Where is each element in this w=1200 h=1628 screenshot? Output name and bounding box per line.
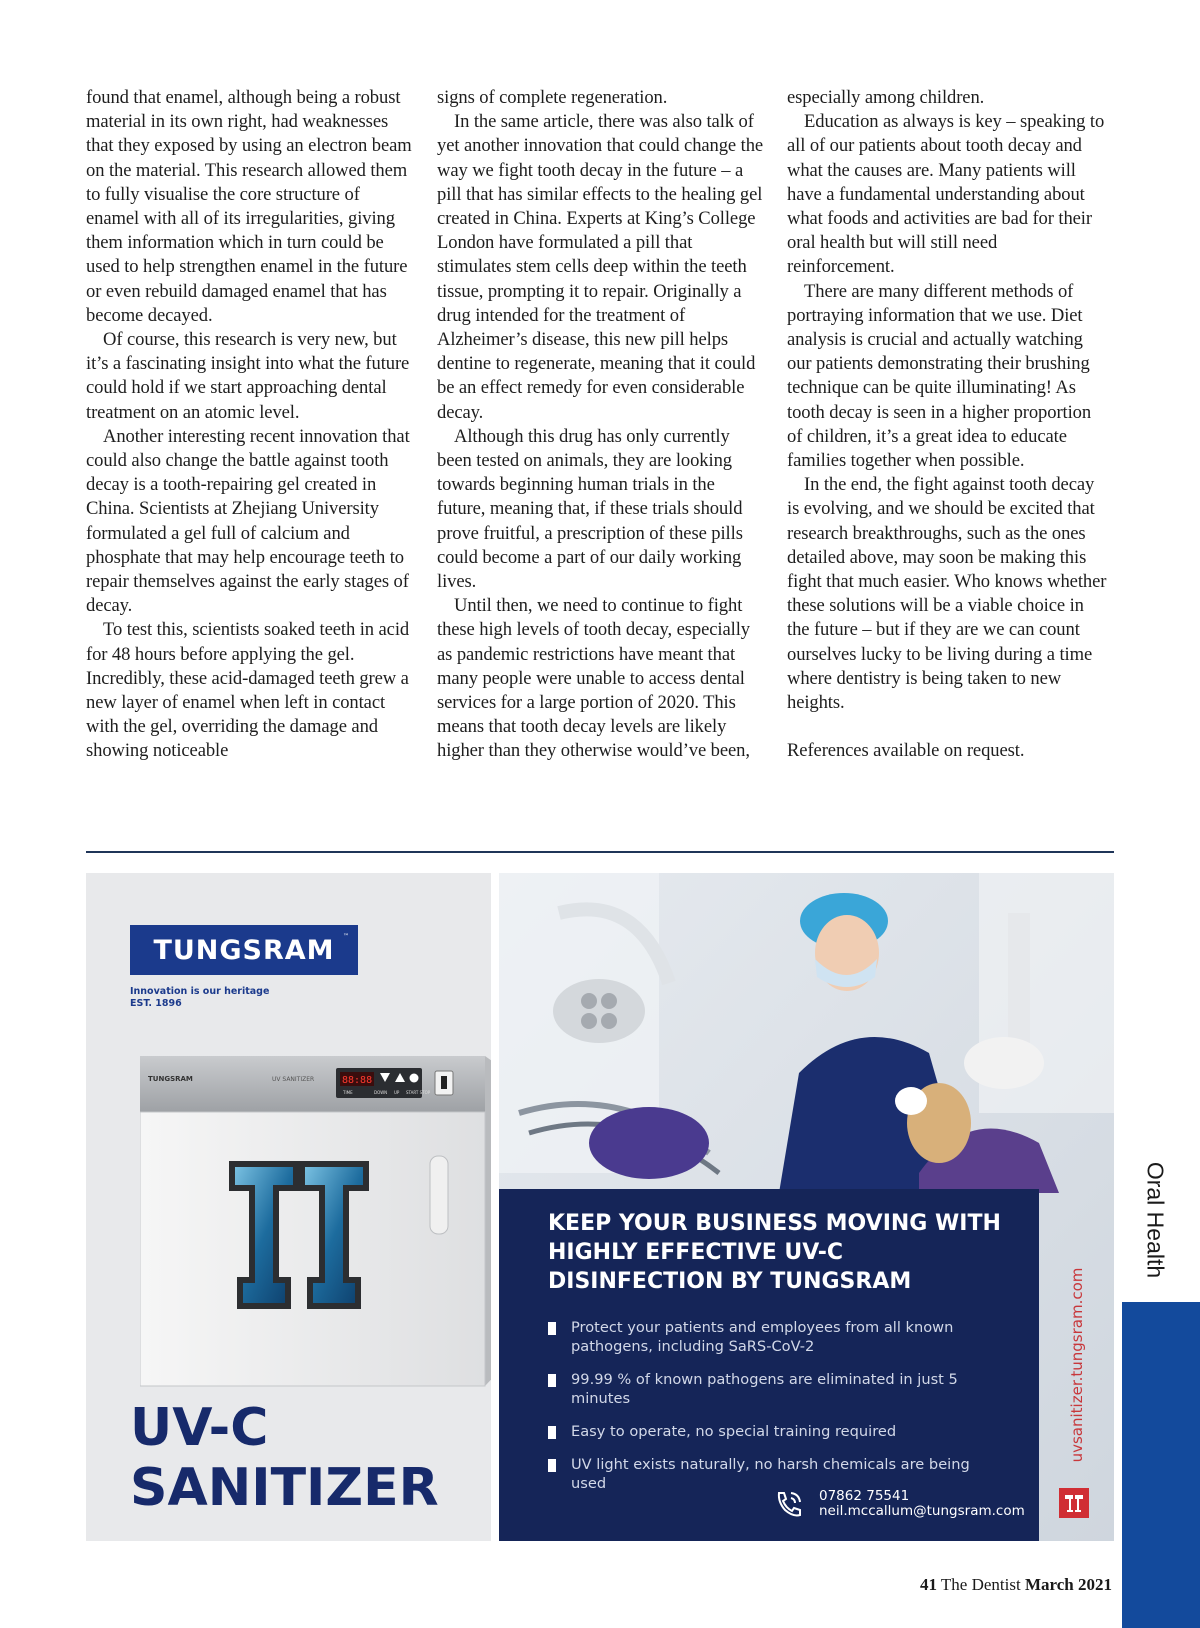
article-column-2	[437, 86, 767, 764]
contact-block	[773, 1489, 1025, 1519]
product-title	[130, 1398, 439, 1518]
paragraph: In the same article, there was also talk of yet another innovation that could change the way we fight tooth decay in the future – a pill that has similar effects to the healing gel created in China. Experts at King’s College London have formulated a pill that stimulates stem cells deep within the teeth tissue, prompting it to repair. Originally a drug intended for the treatment of Alzheimer’s disease, this new pill helps dentine to regenerate, meaning that it could be an effect remedy for even considerable decay.	[437, 111, 764, 423]
paragraph: signs of complete regeneration.	[437, 87, 668, 108]
benefit-item: 99.99 % of known pathogens are eliminated in just 5 minutes	[548, 1370, 1009, 1408]
article-column-1	[86, 86, 416, 764]
article-column-3	[787, 86, 1107, 763]
benefit-list	[548, 1318, 1009, 1493]
phone-icon	[773, 1489, 805, 1519]
tungsram-logo	[130, 925, 358, 975]
device-button-label: DOWN	[374, 1090, 388, 1095]
references-note: References available on request.	[787, 740, 1025, 762]
contact-phone[interactable]: 07862 75541	[819, 1488, 910, 1504]
section-divider	[86, 851, 1114, 853]
ad-photo-panel	[499, 873, 1114, 1541]
ad-message-panel	[499, 1189, 1039, 1541]
paragraph: found that enamel, although being a robust material in its own right, had weaknesses that they exposed by using an electron beam on the material. This research allowed them to fully visualise the core structure of enamel with all of its irregularities, giving them information which in turn could be used to help strengthen enamel in the future or even rebuild damaged enamel that has become decayed.	[86, 87, 412, 326]
paragraph: Another interesting recent innovation that could also change the battle against tooth decay is a tooth-repairing gel created in China. Scientists at Zhejiang University formulated a gel full of calcium and phosphate that may help encourage teeth to repair themselves against the early stages of decay.	[86, 425, 410, 617]
brand-name: TUNGSRAM	[153, 934, 335, 966]
publication-name: The Dentist	[940, 1575, 1021, 1594]
paragraph: Although this drug has only currently been tested on animals, they are looking towards beginning human trials in the future, meaning that, if these trials should prove fruitful, a prescription of these pills could become a part of our daily working lives.	[437, 425, 743, 593]
paragraph: To test this, scientists soaked teeth in acid for 48 hours before applying the gel. Incredibly, these acid-damaged teeth grew a new layer of enamel when left in contact with the gel, overriding the damage and showing noticeable	[86, 619, 410, 762]
website-link[interactable]: uvsanitizer.tungsram.com	[1068, 1267, 1086, 1463]
section-name: Oral Health	[1142, 1161, 1169, 1279]
paragraph: Education as always is key – speaking to all of our patients about tooth decay and what the causes are. Many patients will have a fundamental understanding about what foods and activities are bad for their oral health but will still need reinforcement.	[787, 111, 1105, 278]
ad-headline: KEEP YOUR BUSINESS MOVING WITH HIGHLY EFFECTIVE UV-C DISINFECTION BY TUNGSRAM	[548, 1211, 1001, 1294]
benefit-item: UV light exists naturally, no harsh chemicals are being used	[548, 1455, 1009, 1493]
product-title-line-2: SANITIZER	[130, 1458, 439, 1518]
section-label	[1125, 1150, 1185, 1290]
paragraph: There are many different methods of portraying information that we use. Diet analysis is crucial and actually watching our patients demonstrating their brushing technique can be quite illuminating! As tooth decay is seen in a higher proportion of children, it’s a great idea to educate families together when possible.	[787, 280, 1092, 472]
brand-tagline	[130, 986, 269, 1010]
paragraph: In the end, the fight against tooth decay is evolving, and we should be excited that research breakthroughs, such as the ones detailed above, may soon be making this fight that much easier. Who knows whether these solutions will be a viable choice in the future – but if they are we can count ourselves lucky to be living during a time where dentistry is being taken to new heights.	[787, 474, 1107, 714]
tagline-text: Innovation is our heritage	[130, 986, 270, 997]
paragraph: Of course, this research is very new, but it’s a fascinating insight into what the future could hold if we start approaching dental treatment on an atomic level.	[86, 329, 410, 423]
benefit-item: Easy to operate, no special training required	[548, 1422, 1009, 1441]
ad-product-panel	[86, 873, 491, 1541]
device-button-label: UP	[394, 1090, 400, 1095]
trademark-mark: ™	[343, 933, 350, 940]
paragraph: Until then, we need to continue to fight these high levels of tooth decay, especially as pandemic restrictions have meant that many people were unable to access dental services for a large portion of 2020. This means that tooth decay levels are likely higher than they otherwise would’ve been,	[437, 595, 750, 762]
section-tab	[1122, 1302, 1200, 1628]
established-year: EST. 1896	[130, 998, 182, 1009]
page-number: 41	[919, 1575, 937, 1594]
benefit-item: Protect your patients and employees from all known pathogens, including SaRS-CoV-2	[548, 1318, 1009, 1356]
issue-date: March 2021	[1024, 1575, 1112, 1594]
contact-email[interactable]: neil.mccallum@tungsram.com	[819, 1503, 1025, 1519]
start-button-icon	[410, 1074, 419, 1083]
paragraph: especially among children.	[787, 87, 985, 108]
device-model-label: UV SANITIZER	[272, 1076, 315, 1083]
device-brand-label: TUNGSRAM	[148, 1075, 193, 1083]
device-timer-display: 88:88	[342, 1075, 373, 1086]
website-vertical	[1057, 1255, 1097, 1475]
uv-sanitizer-device-image	[140, 1056, 491, 1408]
device-button-label: START STOP	[406, 1090, 431, 1095]
page-footer	[920, 1575, 1112, 1595]
tungsram-mark-icon	[1059, 1488, 1089, 1518]
product-title-line-1: UV-C	[130, 1398, 269, 1458]
power-switch-icon	[441, 1076, 447, 1089]
device-button-label: TIME	[343, 1090, 353, 1095]
